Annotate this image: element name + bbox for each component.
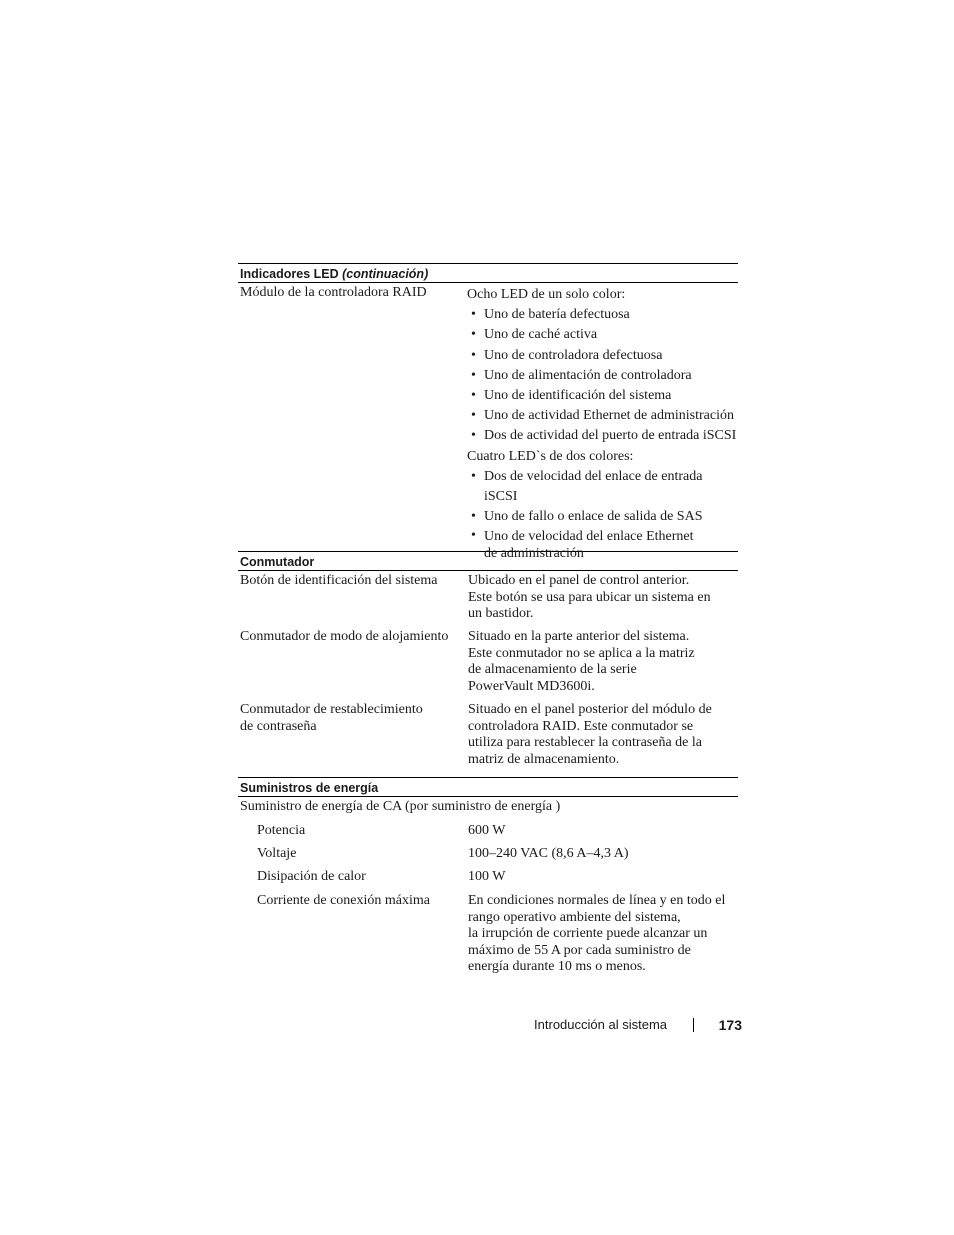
switch-label-line: de contraseña — [240, 718, 317, 734]
power-value-line: 100 W — [468, 869, 506, 884]
raid-module-leds — [467, 285, 739, 562]
switch-section-title: Conmutador — [240, 555, 315, 569]
switch-label-line: Conmutador de restablecimiento — [240, 702, 423, 717]
power-section-header — [238, 777, 738, 797]
switch-value-line: PowerVault MD3600i. — [468, 678, 595, 694]
page-footer — [470, 1015, 742, 1035]
chapter-title: Introducción al sistema — [534, 1017, 667, 1032]
switch-row — [238, 629, 738, 702]
power-label: Voltaje — [257, 846, 297, 861]
switch-value-line: Ubicado en el panel de control anterior. — [468, 573, 690, 588]
switch-value-line: de almacenamiento de la serie — [468, 662, 637, 677]
power-value-line: 600 W — [468, 823, 506, 838]
power-row — [238, 893, 738, 977]
switch-row — [238, 702, 738, 777]
switch-value-line: Situado en la parte anterior del sistema. — [468, 629, 690, 644]
power-label: Corriente de conexión máxima — [257, 893, 430, 908]
switch-value-line: Situado en el panel posterior del módulo de — [468, 702, 712, 717]
led-list-item: • Uno de actividad Ethernet de administración — [467, 406, 739, 426]
led-list-item: • Uno de fallo o enlace de salida de SAS — [467, 507, 739, 527]
power-value-line: energía durante 10 ms o menos. — [468, 959, 646, 974]
power-label: Disipación de calor — [257, 869, 366, 884]
switch-value-line: Este conmutador no se aplica a la matriz — [468, 645, 695, 661]
led-list-item: • Uno de caché activa — [467, 325, 739, 345]
power-section-title: Suministros de energía — [240, 781, 379, 795]
led-list-item: • Uno de identificación del sistema — [467, 386, 739, 406]
led-list-item: • Dos de velocidad del enlace de entrada iSCSI — [467, 467, 739, 507]
single-color-intro: Ocho LED de un solo color: — [467, 287, 626, 302]
power-subtitle: Suministro de energía de CA (por suministro de energía ) — [240, 799, 561, 814]
page-number: 173 — [718, 1017, 742, 1033]
switch-label-line: Botón de identificación del sistema — [240, 573, 438, 588]
raid-module-label: Módulo de la controladora RAID — [240, 285, 427, 300]
footer-separator — [693, 1018, 694, 1032]
led-list-item: • Uno de batería defectuosa — [467, 305, 739, 325]
power-value-line: la irrupción de corriente puede alcanzar un — [468, 926, 708, 941]
led-section-header — [238, 263, 738, 283]
switch-value-line: utiliza para restablecer la contraseña de la — [468, 735, 702, 750]
power-row — [238, 869, 738, 893]
led-list-item — [467, 527, 739, 562]
power-row — [238, 846, 738, 869]
led-list-item: • Uno de controladora defectuosa — [467, 346, 739, 366]
led-list-item-line: de administración — [484, 546, 584, 562]
power-row — [238, 823, 738, 846]
switch-label-line: Conmutador de modo de alojamiento — [240, 629, 449, 644]
led-list-item-line: • Uno de velocidad del enlace Ethernet — [484, 529, 694, 545]
power-value-line: En condiciones normales de línea y en todo el — [468, 893, 726, 908]
spec-table — [238, 263, 738, 977]
led-section-title: Indicadores LED — [240, 267, 339, 281]
switch-value-line: un bastidor. — [468, 606, 534, 621]
dual-color-intro: Cuatro LED`s de dos colores: — [467, 448, 634, 464]
led-section-continued: (continuación) — [342, 267, 429, 281]
switch-value-line: Este botón se usa para ubicar un sistema en — [468, 589, 711, 605]
led-list-item: • Dos de actividad del puerto de entrada iSCSI — [467, 426, 739, 446]
switch-row — [238, 573, 738, 629]
power-value-line: 100–240 VAC (8,6 A–4,3 A) — [468, 846, 629, 861]
power-value-line: máximo de 55 A por cada suministro de — [468, 942, 691, 958]
switch-value-line: matriz de almacenamiento. — [468, 751, 620, 767]
switch-value-line: controladora RAID. Este conmutador se — [468, 718, 694, 734]
power-label: Potencia — [257, 823, 306, 838]
power-value-line: rango operativo ambiente del sistema, — [468, 909, 681, 925]
led-list-item: • Uno de alimentación de controladora — [467, 366, 739, 386]
power-subtitle-row — [238, 799, 738, 823]
